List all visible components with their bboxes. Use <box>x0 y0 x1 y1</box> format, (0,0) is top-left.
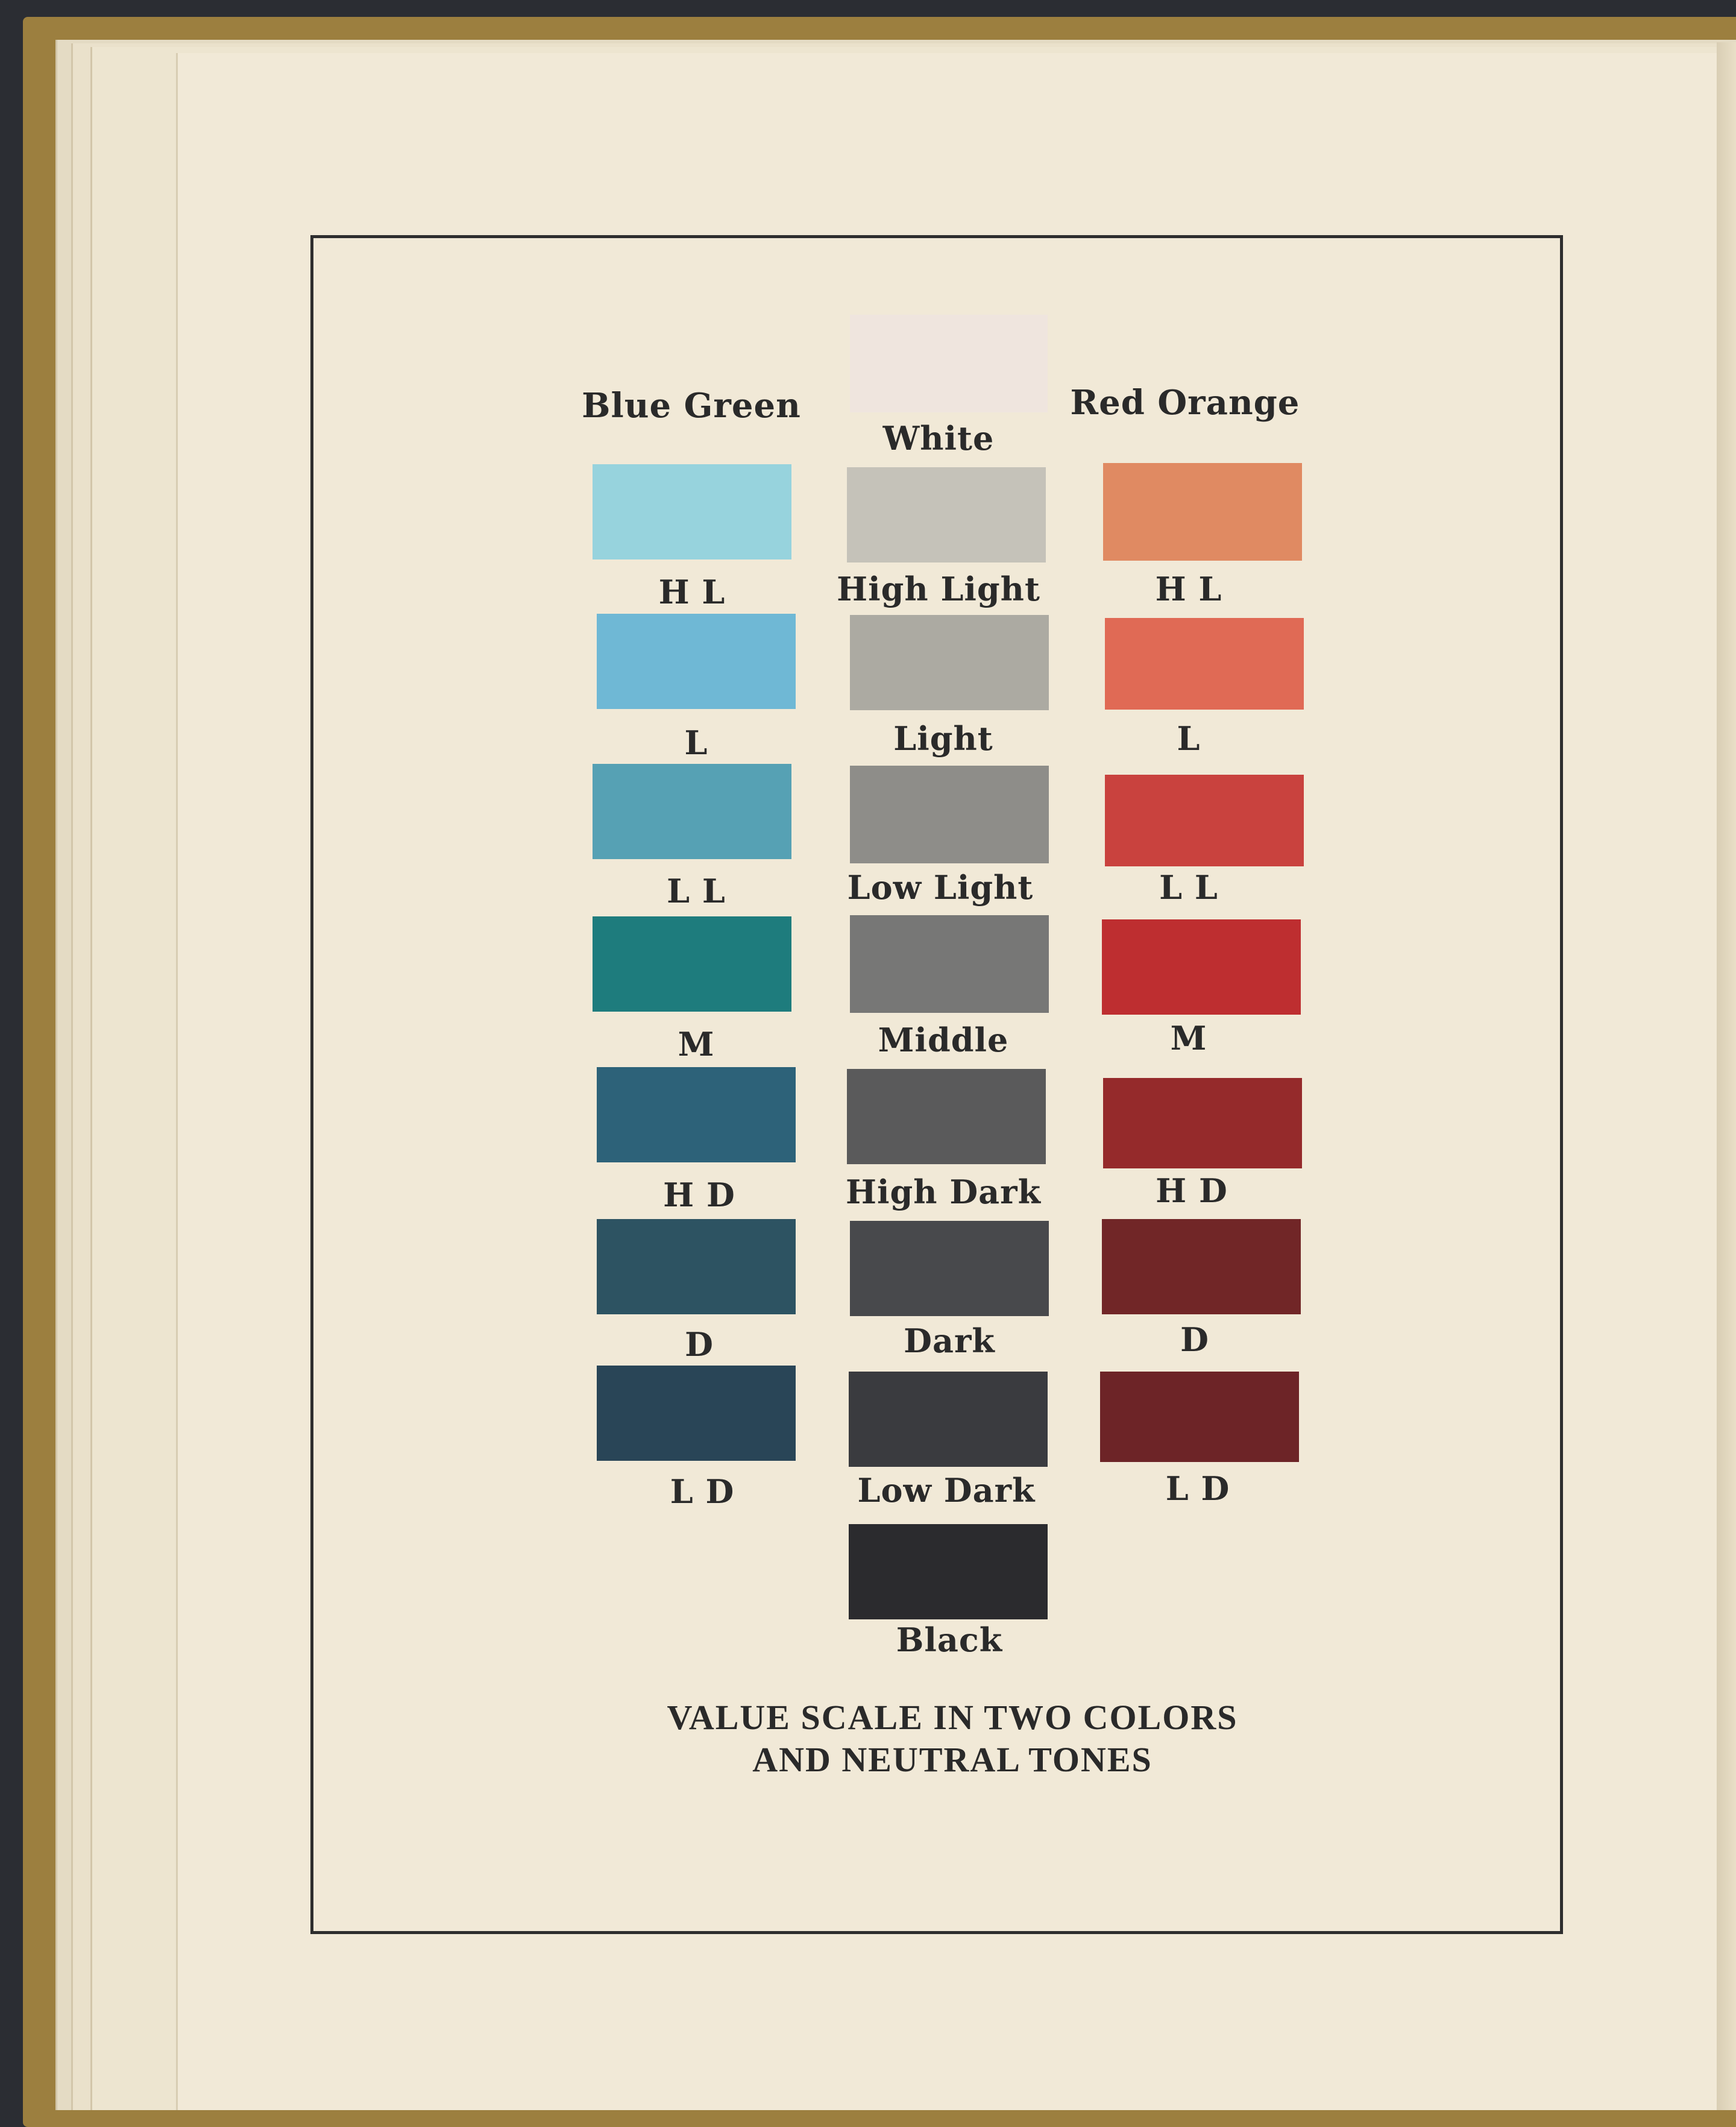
blue-green-swatch-m <box>593 916 791 1012</box>
red-orange-label-l: L <box>1177 719 1201 758</box>
neutral-swatch-black <box>849 1524 1048 1619</box>
neutral-label-low-light: Low Light <box>847 868 1034 907</box>
blue-green-label-m: M <box>678 1025 715 1064</box>
plate-caption-line-1: VALUE SCALE IN TWO COLORS <box>667 1698 1238 1737</box>
neutral-swatch-high-light <box>847 467 1046 562</box>
neutral-label-high-dark: High Dark <box>845 1173 1042 1211</box>
neutral-swatch-white <box>850 315 1048 412</box>
neutral-swatch-middle <box>850 915 1049 1013</box>
red-orange-label-m: M <box>1170 1019 1207 1057</box>
neutral-label-white: White <box>882 419 995 458</box>
red-orange-label-hd: H D <box>1156 1171 1228 1210</box>
red-orange-label-d: D <box>1180 1320 1209 1359</box>
neutral-swatch-low-dark <box>849 1372 1048 1467</box>
neutral-label-low-dark: Low Dark <box>857 1471 1036 1510</box>
neutral-label-light: Light <box>893 719 993 758</box>
blue-green-label-ll: L L <box>667 872 726 910</box>
red-orange-label-ll: L L <box>1159 868 1218 907</box>
red-orange-label-hl: H L <box>1155 570 1222 608</box>
red-orange-swatch-ll <box>1105 775 1304 866</box>
red-orange-swatch-m <box>1102 919 1301 1015</box>
blue-green-swatch-ld <box>597 1366 796 1461</box>
red-orange-title: Red Orange <box>1070 383 1300 423</box>
blue-green-label-hl: H L <box>658 573 726 611</box>
neutral-label-high-light: High Light <box>837 570 1040 608</box>
blue-green-swatch-ll <box>593 764 791 859</box>
red-orange-swatch-ld <box>1100 1372 1299 1462</box>
blue-green-label-l: L <box>684 723 708 762</box>
blue-green-swatch-d <box>597 1219 796 1314</box>
neutral-swatch-high-dark <box>847 1069 1046 1164</box>
red-orange-swatch-hl <box>1103 463 1302 561</box>
plate-caption-line-2: AND NEUTRAL TONES <box>752 1740 1153 1779</box>
neutral-swatch-dark <box>850 1221 1049 1316</box>
red-orange-swatch-hd <box>1103 1078 1302 1168</box>
neutral-swatch-low-light <box>850 766 1049 863</box>
red-orange-label-ld: L D <box>1165 1469 1230 1508</box>
blue-green-label-hd: H D <box>663 1176 735 1214</box>
neutral-label-middle: Middle <box>878 1021 1009 1059</box>
blue-green-title: Blue Green <box>582 386 801 426</box>
red-orange-swatch-d <box>1102 1219 1301 1314</box>
blue-green-swatch-l <box>597 614 796 709</box>
neutral-label-black: Black <box>896 1621 1003 1659</box>
neutral-swatch-light <box>850 615 1049 710</box>
blue-green-label-ld: L D <box>670 1472 735 1511</box>
blue-green-swatch-hl <box>593 464 791 559</box>
red-orange-swatch-l <box>1105 618 1304 710</box>
blue-green-label-d: D <box>685 1325 714 1364</box>
page-edge <box>1717 42 1736 2110</box>
blue-green-swatch-hd <box>597 1067 796 1162</box>
neutral-label-dark: Dark <box>904 1322 995 1360</box>
